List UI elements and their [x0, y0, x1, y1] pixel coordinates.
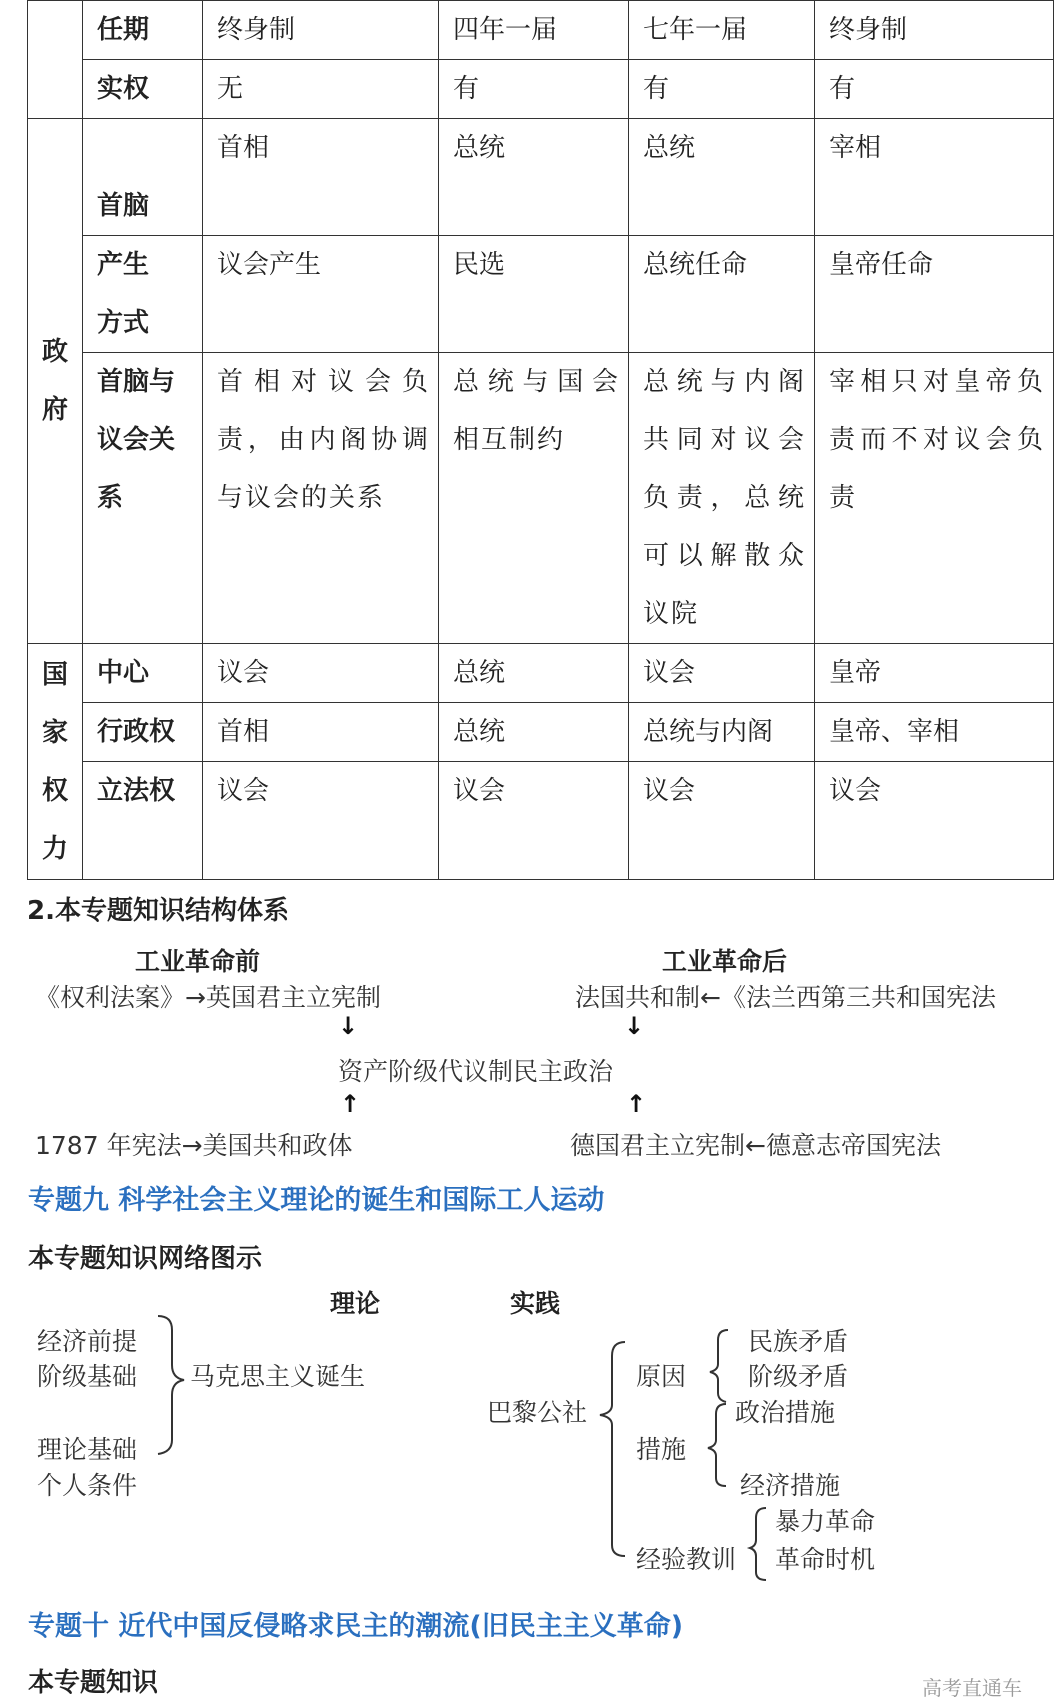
- table-cell: 七年一届: [629, 1, 815, 60]
- before-title: 工业革命前: [135, 947, 261, 976]
- left-item: 经济前提: [37, 1327, 138, 1356]
- brace-lessons: [750, 1508, 766, 1580]
- lesson-item: 革命时机: [775, 1545, 876, 1574]
- table-cell: 有: [815, 60, 1054, 119]
- brace-measures: [708, 1404, 726, 1486]
- arrow-down-left: ↓: [338, 1012, 359, 1040]
- measure-item: 政治措施: [735, 1398, 836, 1427]
- topic10-title: 专题十 近代中国反侵略求民主的潮流(旧民主主义革命): [28, 1611, 684, 1642]
- table-cell: 有: [629, 60, 815, 119]
- row-label: 立法权: [83, 762, 203, 880]
- row-label: 行政权: [83, 703, 203, 762]
- practice-label: 实践: [510, 1289, 561, 1318]
- table-cell: 总统与内阁: [629, 703, 815, 762]
- table-cell: 终身制: [815, 1, 1054, 60]
- group-char: 权: [41, 775, 68, 806]
- after-title: 工业革命后: [662, 947, 788, 976]
- row-label: 中心: [83, 644, 203, 703]
- table-cell: 无: [203, 60, 439, 119]
- group-char: 家: [41, 717, 68, 748]
- paris-commune-node: 巴黎公社: [487, 1398, 588, 1427]
- arrow-up-left: ↑: [340, 1090, 361, 1118]
- line1-right: 法国共和制←《法兰西第三共和国宪法: [575, 983, 996, 1012]
- table-cell: 民选: [439, 236, 629, 353]
- table-cell: 议会: [203, 762, 439, 880]
- measures-node: 措施: [636, 1435, 687, 1464]
- group-char: 政: [41, 337, 68, 367]
- marxism-node: 马克思主义诞生: [190, 1362, 366, 1391]
- table-cell: 议会: [629, 762, 815, 880]
- lessons-node: 经验教训: [636, 1545, 737, 1574]
- group-char: 府: [41, 395, 68, 425]
- label-line: 系: [97, 483, 124, 513]
- section-heading: 2.本专题知识结构体系: [27, 896, 289, 926]
- row-label: 实权: [83, 60, 203, 119]
- lesson-item: 暴力革命: [775, 1507, 876, 1536]
- arrow-up-right: ↑: [626, 1090, 647, 1118]
- label-line: 首脑与: [97, 367, 176, 397]
- topic9-title: 专题九 科学社会主义理论的诞生和国际工人运动: [28, 1185, 605, 1216]
- table-cell: 议会: [815, 762, 1054, 880]
- table-cell: 皇帝任命: [815, 236, 1054, 353]
- theory-label: 理论: [330, 1289, 381, 1318]
- table-cell: 皇帝、宰相: [815, 703, 1054, 762]
- table-cell: 议会: [629, 644, 815, 703]
- label-line: 方式: [97, 308, 150, 338]
- table-cell: 宰相: [815, 119, 1054, 236]
- watermark: 高考直通车: [922, 1676, 1022, 1700]
- table-cell: 议会产生: [203, 236, 439, 353]
- center-concept: 资产阶级代议制民主政治: [338, 1057, 614, 1086]
- table-cell: 宰相只对皇帝负责而不对议会负责: [815, 353, 1054, 644]
- table-cell: 总统任命: [629, 236, 815, 353]
- arrow-down-right: ↓: [624, 1012, 645, 1040]
- table-cell: 总统: [439, 119, 629, 236]
- table-cell: 总统: [439, 703, 629, 762]
- brace-cause: [710, 1330, 728, 1402]
- table-cell: 首相: [203, 119, 439, 236]
- left-item: 阶级基础: [37, 1362, 138, 1391]
- line2-right: 德国君主立宪制←德意志帝国宪法: [570, 1131, 941, 1160]
- table-cell: 总统: [439, 644, 629, 703]
- measure-item: 经济措施: [740, 1471, 841, 1500]
- cause-node: 原因: [636, 1362, 687, 1391]
- topic10-subheading: 本专题知识: [28, 1668, 159, 1698]
- table-cell: 首相: [203, 703, 439, 762]
- table-cell: 皇帝: [815, 644, 1054, 703]
- label-line: 议会关: [97, 425, 176, 455]
- cause-item: 民族矛盾: [748, 1327, 849, 1356]
- line2-left: 1787 年宪法→美国共和政体: [35, 1131, 353, 1160]
- table-cell: 总统与内阁共同对议会负责，总统可以解散众议院: [629, 353, 815, 644]
- left-item: 理论基础: [37, 1435, 138, 1464]
- left-item: 个人条件: [37, 1471, 138, 1500]
- brace-left: [158, 1316, 184, 1454]
- table-cell: 终身制: [203, 1, 439, 60]
- table-cell: 议会: [203, 644, 439, 703]
- row-label: 任期: [83, 1, 203, 60]
- brace-paris: [600, 1342, 625, 1556]
- label-line: 产生: [97, 250, 150, 280]
- table-cell: 四年一届: [439, 1, 629, 60]
- group-char: 力: [41, 833, 68, 864]
- table-cell: 总统: [629, 119, 815, 236]
- cause-item: 阶级矛盾: [748, 1362, 849, 1391]
- row-label: 首脑: [83, 119, 203, 236]
- line1-left: 《权利法案》→英国君主立宪制: [35, 983, 381, 1012]
- table-cell: 议会: [439, 762, 629, 880]
- topic9-subheading: 本专题知识网络图示: [28, 1244, 263, 1274]
- group-char: 国: [41, 659, 68, 690]
- table-cell: 总统与国会相互制约: [439, 353, 629, 644]
- table-cell: 有: [439, 60, 629, 119]
- table-cell: 首相对议会负责，由内阁协调与议会的关系: [203, 353, 439, 644]
